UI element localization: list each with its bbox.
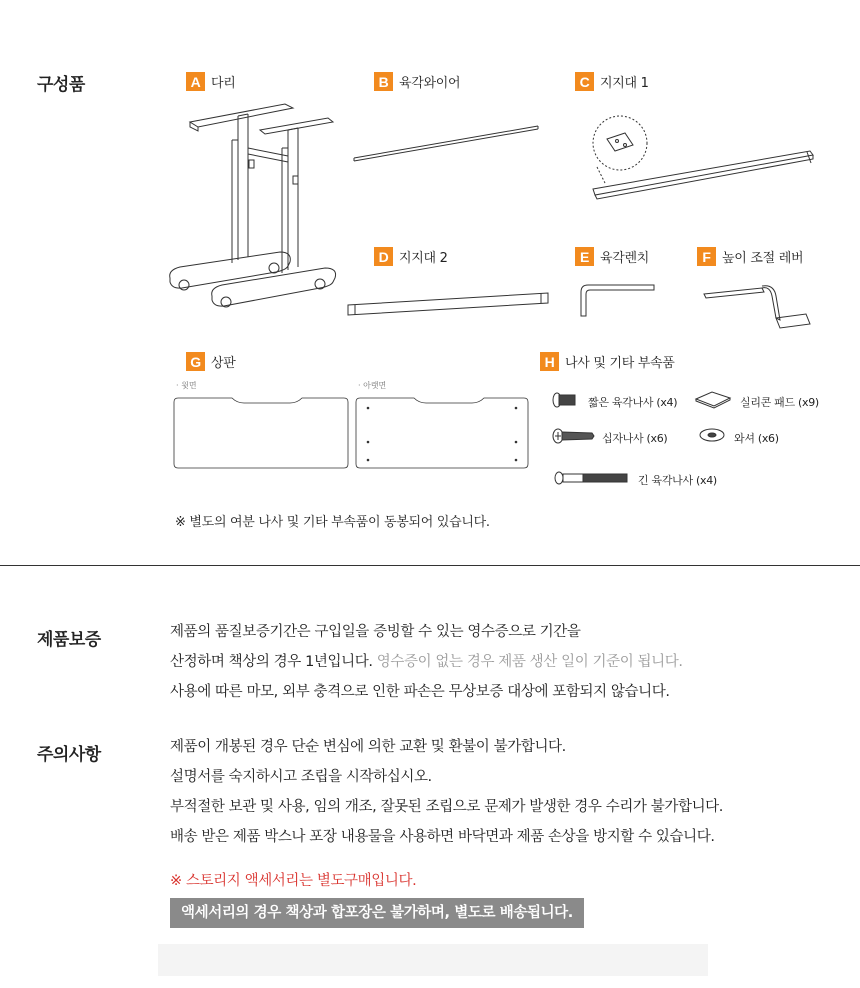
section-divider	[0, 565, 860, 566]
part-e-badge: E	[575, 247, 594, 266]
part-a-label	[186, 72, 236, 91]
hex-wire-illustration	[350, 120, 545, 165]
washer-icon	[698, 426, 726, 444]
part-d-badge: D	[374, 247, 393, 266]
part-b-name: 육각와이어	[399, 76, 461, 91]
part-a-name: 다리	[211, 76, 236, 91]
support-bar-1-illustration	[585, 105, 820, 205]
top-board-bottom-label: · 아랫면	[358, 381, 387, 390]
phillips-screw-icon	[552, 428, 596, 444]
faded-footer-band	[158, 944, 708, 976]
part-h-name: 나사 및 기타 부속품	[565, 356, 675, 371]
support-bar-2-illustration	[345, 288, 555, 318]
silicone-pad-label: 실리콘 패드 (x9)	[740, 396, 819, 409]
part-g-badge: G	[186, 352, 205, 371]
components-title: 구성품	[37, 75, 85, 95]
hex-wrench-illustration	[578, 282, 658, 322]
part-b-badge: B	[374, 72, 393, 91]
warranty-title: 제품보증	[37, 630, 101, 650]
caution-line-1: 제품이 개봉된 경우 단순 변심에 의한 교환 및 환불이 불가합니다.	[170, 739, 566, 755]
part-f-name: 높이 조절 레버	[722, 251, 804, 266]
warranty-line-2-muted: 영수증이 없는 경우 제품 생산 일이 기준이 됩니다.	[372, 654, 683, 670]
part-d-label	[374, 247, 448, 266]
part-e-label	[575, 247, 649, 266]
washer-label: 와셔 (x6)	[734, 432, 779, 445]
top-board-illustration	[172, 394, 532, 474]
warranty-line-2-main: 산정하며 책상의 경우 1년입니다.	[170, 654, 373, 670]
height-lever-illustration	[700, 278, 818, 333]
spare-parts-note: ※ 별도의 여분 나사 및 기타 부속품이 동봉되어 있습니다.	[175, 515, 490, 530]
caution-title: 주의사항	[37, 745, 101, 765]
part-g-name: 상판	[211, 356, 236, 371]
part-a-badge: A	[186, 72, 205, 91]
part-c-name: 지지대 1	[600, 76, 649, 91]
part-g-label	[186, 352, 236, 371]
caution-line-2: 설명서를 숙지하시고 조립을 시작하십시오.	[170, 769, 432, 785]
accessory-separate-purchase-note: ※ 스토리지 액세서리는 별도구매입니다.	[170, 873, 417, 889]
short-hex-screw-label: 짧은 육각나사 (x4)	[588, 396, 678, 409]
part-h-label	[540, 352, 675, 371]
part-d-name: 지지대 2	[399, 251, 448, 266]
warranty-line-3: 사용에 따른 마모, 외부 충격으로 인한 파손은 무상보증 대상에 포함되지 않습니다.	[170, 684, 670, 700]
part-f-label	[697, 247, 803, 266]
short-hex-screw-icon	[552, 392, 578, 408]
caution-line-4: 배송 받은 제품 박스나 포장 내용물을 사용하면 바닥면과 제품 손상을 방지할 수 있습니다.	[170, 829, 715, 845]
accessory-shipping-note: 액세서리의 경우 책상과 합포장은 불가하며, 별도로 배송됩니다.	[170, 898, 584, 928]
long-hex-screw-icon	[554, 470, 630, 486]
silicone-pad-icon	[694, 390, 732, 408]
warranty-line-2	[170, 647, 683, 677]
part-c-badge: C	[575, 72, 594, 91]
warranty-line-1: 제품의 품질보증기간은 구입일을 증빙할 수 있는 영수증으로 기간을	[170, 624, 581, 640]
part-f-badge: F	[697, 247, 716, 266]
part-c-label	[575, 72, 649, 91]
part-e-name: 육각렌치	[600, 251, 650, 266]
part-b-label	[374, 72, 460, 91]
phillips-screw-label: 십자나사 (x6)	[602, 432, 668, 445]
caution-line-3: 부적절한 보관 및 사용, 임의 개조, 잘못된 조립으로 문제가 발생한 경우 수리가 불가합니다.	[170, 799, 723, 815]
top-board-back-label: · 윗면	[176, 381, 197, 390]
desk-leg-frame-illustration	[160, 100, 350, 310]
part-h-badge: H	[540, 352, 559, 371]
long-hex-screw-label: 긴 육각나사 (x4)	[638, 474, 717, 487]
